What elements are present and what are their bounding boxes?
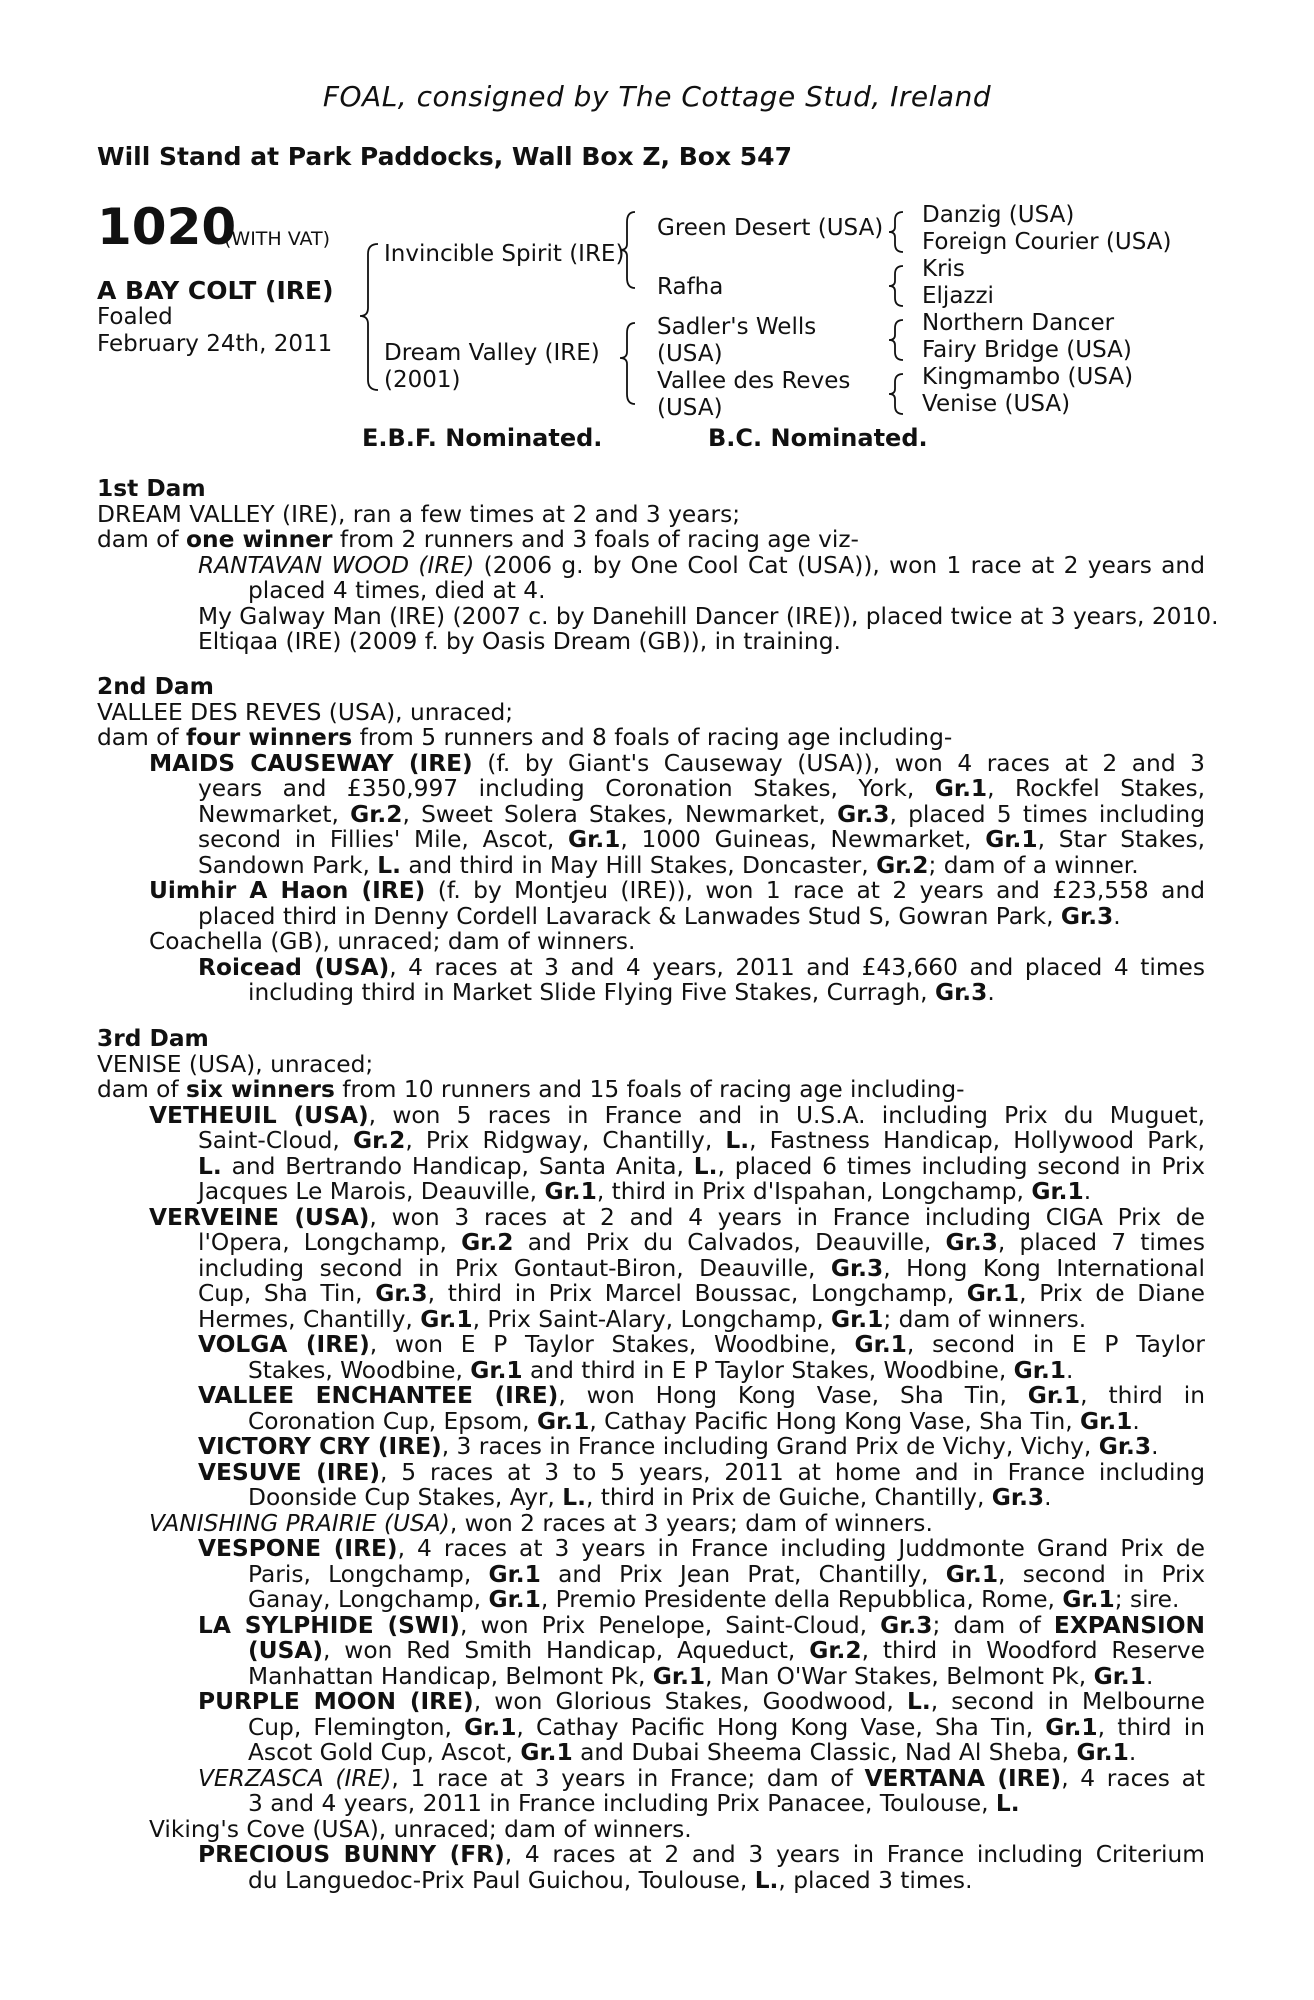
vesuve-line2: Doonside Cup Stakes, Ayr, L., third in Prix de Guiche, Chantilly, Gr.3. [248,1484,1052,1511]
page-title: FOAL, consigned by The Cottage Stud, Ireland [322,80,992,113]
progeny-la-sylphide: LA SYLPHIDE (SWI), won Prix Penelope, Saint-Cloud, Gr.3; dam of EXPANSION [198,1611,1205,1639]
purple-line2: Cup, Flemington, Gr.1, Cathay Pacific Hong Kong Vase, Sha Tin, Gr.1, third in [248,1713,1205,1741]
stand-location: Will Stand at Park Paddocks, Wall Box Z, Box 547 [97,142,792,171]
lot-number: 1020 [97,198,237,256]
first-dam-line1: DREAM VALLEY (IRE), ran a few times at 2 and 3 years; [97,500,741,528]
progeny-rantavan-cont: placed 4 times, died at 4. [248,577,546,604]
sylphide-line2: (USA), won Red Smith Handicap, Aqueduct, Gr.2, third in Woodford Reserve [248,1637,1205,1664]
maids-line5: Sandown Park, L. and third in May Hill Stakes, Doncaster, Gr.2; dam of a winner. [198,851,1139,879]
bc-nominated: B.C. Nominated. [708,424,928,452]
purple-line3: Ascot Gold Cup, Ascot, Gr.1 and Dubai Sheema Classic, Nad Al Sheba, Gr.1. [248,1739,1137,1766]
third-dam-section [97,1026,1205,1893]
foaled-label: Foaled [97,304,173,330]
vetheuil-line2: Saint-Cloud, Gr.2, Prix Ridgway, Chantilly, L., Fastness Handicap, Hollywood Park, [198,1127,1205,1154]
maids-line2: years and £350,997 including Coronation Stakes, York, Gr.1, Rockfel Stakes, [198,775,1205,802]
sylphide-line3: Manhattan Handicap, Belmont Pk, Gr.1, Man O'War Stakes, Belmont Pk, Gr.1. [248,1662,1154,1690]
second-dam-heading: 2nd Dam [97,673,214,700]
first-dam-line2: dam of one winner from 2 runners and 3 foals of racing age viz- [97,526,859,553]
progeny-coachella: Coachella (GB), unraced; dam of winners. [149,928,636,955]
dam-name: Dream Valley (IRE) [384,340,600,366]
bracket-gs1 [889,212,903,252]
dam-year: (2001) [384,367,461,393]
ancestor-6: Fairy Bridge (USA) [922,337,1132,363]
progeny-precious-bunny: PRECIOUS BUNNY (FR), 4 races at 2 and 3 years in France including Criterium [198,1841,1205,1868]
progeny-victory-cry: VICTORY CRY (IRE), 3 races in France including Grand Prix de Vichy, Vichy, Gr.3. [198,1433,1159,1460]
vespone-line2: Paris, Longchamp, Gr.1 and Prix Jean Prat, Chantilly, Gr.1, second in Prix [248,1560,1205,1588]
progeny-vesuve: VESUVE (IRE), 5 races at 3 to 5 years, 2011 at home and in France including [198,1458,1206,1486]
progeny-purple-moon: PURPLE MOON (IRE), won Glorious Stakes, Goodwood, L., second in Melbourne [198,1688,1205,1715]
ancestor-7: Kingmambo (USA) [922,364,1134,390]
vetheuil-line4: Jacques Le Marois, Deauville, Gr.1, third in Prix d'Ispahan, Longchamp, Gr.1. [198,1178,1092,1205]
first-dam-heading: 1st Dam [97,475,206,502]
progeny-uimhir: Uimhir A Haon (IRE) (f. by Montjeu (IRE)), won 1 race at 2 years and £23,558 and [149,877,1205,904]
verveine-line5: Hermes, Chantilly, Gr.1, Prix Saint-Alary, Longchamp, Gr.1; dam of winners. [198,1305,1087,1333]
bracket-gs4 [889,374,903,414]
dam-dam-country: (USA) [657,395,723,421]
ebf-nominated: E.B.F. Nominated. [362,424,603,452]
vat-note: (WITH VAT) [224,228,331,250]
dam-sire: Sadler's Wells [657,314,817,340]
progeny-vanishing-prairie: VANISHING PRAIRIE (USA), won 2 races at 3 years; dam of winners. [149,1509,933,1537]
progeny-roicead: Roicead (USA), 4 races at 3 and 4 years, 2011 and £43,660 and placed 4 times [198,953,1205,981]
vallee-line2: Coronation Cup, Epsom, Gr.1, Cathay Pacific Hong Kong Vase, Sha Tin, Gr.1. [248,1407,1140,1435]
progeny-maids-causeway: MAIDS CAUSEWAY (IRE) (f. by Giant's Causeway (USA)), won 4 races at 2 and 3 [149,749,1205,777]
progeny-verveine: VERVEINE (USA), won 3 races at 2 and 4 years in France including CIGA Prix de [149,1203,1205,1231]
third-dam-heading: 3rd Dam [97,1025,209,1052]
bracket-gs3 [889,320,903,360]
ancestor-8: Venise (USA) [922,391,1071,417]
dam-dam: Vallee des Reves [657,368,851,394]
ancestor-4: Eljazzi [922,283,994,309]
progeny-volga: VOLGA (IRE), won E P Taylor Stakes, Woodbine, Gr.1, second in E P Taylor [198,1331,1205,1358]
first-dam-section [97,475,1219,655]
verzasca-line2: 3 and 4 years, 2011 in France including Prix Panacee, Toulouse, L. [248,1790,1020,1817]
uimhir-line2: placed third in Denny Cordell Lavarack & Lanwades Stud S, Gowran Park, Gr.3. [198,902,1121,930]
precious-line2: du Languedoc-Prix Paul Guichou, Toulouse, L., placed 3 times. [248,1866,973,1894]
maids-line3: Newmarket, Gr.2, Sweet Solera Stakes, Newmarket, Gr.3, placed 5 times including [198,800,1205,828]
vespone-line3: Ganay, Longchamp, Gr.1, Premio Presidente della Repubblica, Rome, Gr.1; sire. [248,1586,1180,1613]
sire: Invincible Spirit (IRE) [384,241,625,267]
ancestor-3: Kris [922,256,965,282]
verveine-line4: Cup, Sha Tin, Gr.3, third in Prix Marcel Boussac, Longchamp, Gr.1, Prix de Diane [198,1280,1205,1307]
third-dam-line1: VENISE (USA), unraced; [97,1050,374,1078]
volga-line2: Stakes, Woodbine, Gr.1 and third in E P Taylor Stakes, Woodbine, Gr.1. [248,1356,1074,1384]
progeny-verzasca: VERZASCA (IRE), 1 race at 3 years in France; dam of VERTANA (IRE), 4 races at [198,1764,1205,1792]
sire-dam: Rafha [657,274,724,300]
second-dam-section [97,674,1205,1006]
ancestor-2: Foreign Courier (USA) [922,229,1172,255]
progeny-rantavan: RANTAVAN WOOD (IRE) (2006 g. by One Cool Cat (USA)), won 1 race at 2 years and [198,551,1205,579]
ancestor-5: Northern Dancer [922,310,1115,336]
verveine-line3: including second in Prix Gontaut-Biron, Deauville, Gr.3, Hong Kong International [198,1254,1206,1282]
sire-sire: Green Desert (USA) [657,215,884,241]
bracket-main [360,244,378,390]
progeny-eltiqaa: Eltiqaa (IRE) (2009 f. by Oasis Dream (GB)), in training. [198,628,841,655]
maids-line4: second in Fillies' Mile, Ascot, Gr.1, 1000 Guineas, Newmarket, Gr.1, Star Stakes, [198,826,1205,853]
progeny-vespone: VESPONE (IRE), 4 races at 3 years in France including Juddmonte Grand Prix de [198,1535,1205,1562]
progeny-galway: My Galway Man (IRE) (2007 c. by Danehill Dancer (IRE)), placed twice at 3 years, 2010. [198,602,1219,630]
horse-description: A BAY COLT (IRE) [97,276,334,305]
second-dam-line2: dam of four winners from 5 runners and 8 foals of racing age including- [97,724,953,751]
roicead-line2: including third in Market Slide Flying Five Stakes, Curragh, Gr.3. [248,979,995,1006]
vetheuil-line3: L. and Bertrando Handicap, Santa Anita, L., placed 6 times including second in Prix [198,1152,1205,1180]
progeny-vikings-cove: Viking's Cove (USA), unraced; dam of winners. [149,1815,692,1843]
second-dam-line1: VALLEE DES REVES (USA), unraced; [97,698,514,726]
bracket-dam [620,323,635,404]
foaled-date: February 24th, 2011 [97,331,333,357]
ancestor-1: Danzig (USA) [922,202,1075,228]
bracket-gs2 [889,266,903,306]
progeny-vetheuil: VETHEUIL (USA), won 5 races in France and in U.S.A. including Prix du Muguet, [149,1101,1206,1129]
progeny-vallee-enchantee: VALLEE ENCHANTEE (IRE), won Hong Kong Vase, Sha Tin, Gr.1, third in [198,1382,1205,1409]
third-dam-line2: dam of six winners from 10 runners and 15 foals of racing age including- [97,1076,965,1103]
dam-sire-country: (USA) [657,341,723,367]
verveine-line2: l'Opera, Longchamp, Gr.2 and Prix du Calvados, Deauville, Gr.3, placed 7 times [198,1229,1206,1256]
